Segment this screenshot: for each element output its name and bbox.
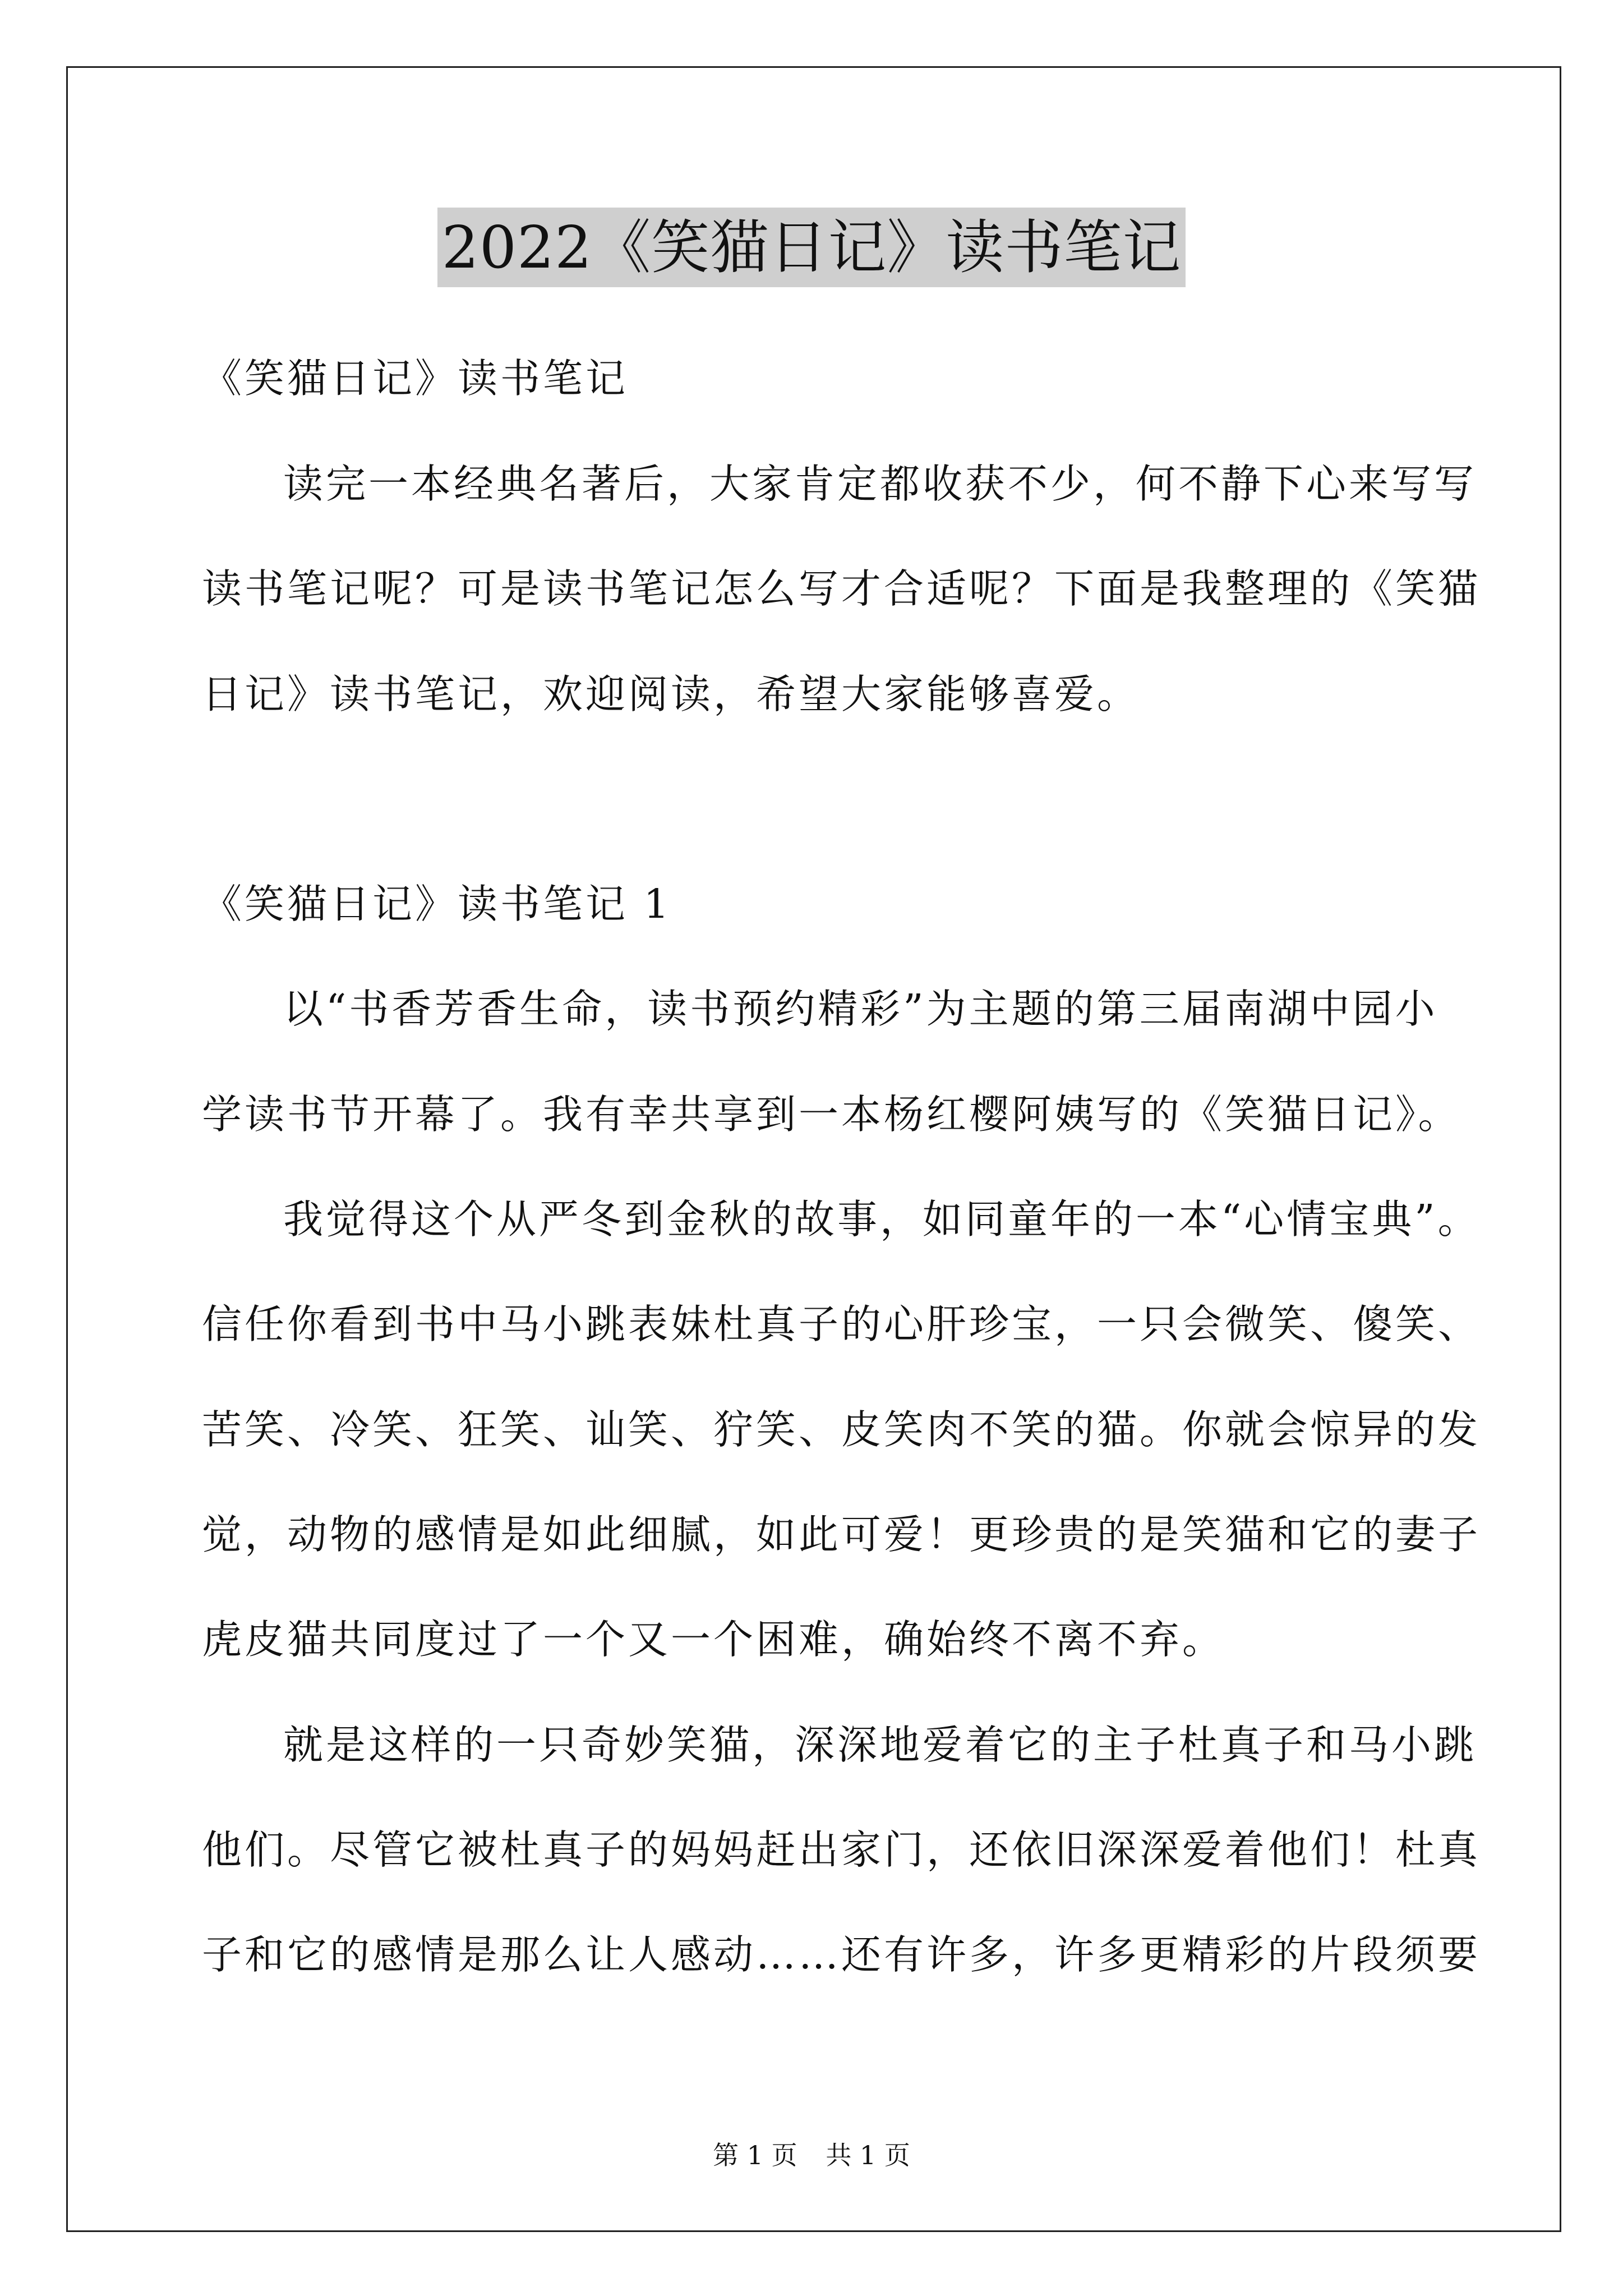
paragraph-line: 日记》读书笔记，欢迎阅读，希望大家能够喜爱。	[202, 671, 1140, 717]
paragraph-line: 读书笔记呢？可是读书笔记怎么写才合适呢？下面是我整理的《笑猫	[202, 565, 1481, 612]
paragraph-line: 子和它的感情是那么让人感动……还有许多，许多更精彩的片段须要	[202, 1931, 1481, 1978]
paragraph-line: 信任你看到书中马小跳表妹杜真子的心肝珍宝，一只会微笑、傻笑、	[202, 1301, 1481, 1347]
section-heading: 《笑猫日记》读书笔记 1	[202, 881, 672, 927]
document-title: 2022《笑猫日记》读书笔记	[437, 208, 1186, 287]
paragraph-line: 以“书香芳香生命，读书预约精彩”为主题的第三届南湖中园小	[283, 986, 1438, 1032]
title-container	[0, 208, 1623, 287]
paragraph-line: 苦笑、冷笑、狂笑、讪笑、狞笑、皮笑肉不笑的猫。你就会惊异的发	[202, 1406, 1481, 1453]
paragraph-line: 觉，动物的感情是如此细腻，如此可爱！更珍贵的是笑猫和它的妻子	[202, 1511, 1481, 1558]
paragraph-line: 虎皮猫共同度过了一个又一个困难，确始终不离不弃。	[202, 1616, 1225, 1663]
page-number: 第 1 页	[713, 2140, 797, 2170]
paragraph-line: 读完一本经典名著后，大家肯定都收获不少，何不静下心来写写	[283, 461, 1477, 507]
intro-heading: 《笑猫日记》读书笔记	[202, 355, 629, 402]
paragraph-line: 他们。尽管它被杜真子的妈妈赶出家门，还依旧深深爱着他们！杜真	[202, 1826, 1481, 1873]
page-total: 共 1 页	[826, 2140, 910, 2170]
paragraph-line: 我觉得这个从严冬到金秋的故事，如同童年的一本“心情宝典”。	[283, 1196, 1481, 1243]
paragraph-line: 学读书节开幕了。我有幸共享到一本杨红樱阿姨写的《笑猫日记》。	[202, 1091, 1461, 1138]
paragraph-line: 就是这样的一只奇妙笑猫，深深地爱着它的主子杜真子和马小跳	[283, 1722, 1477, 1768]
page-footer	[0, 2138, 1623, 2172]
